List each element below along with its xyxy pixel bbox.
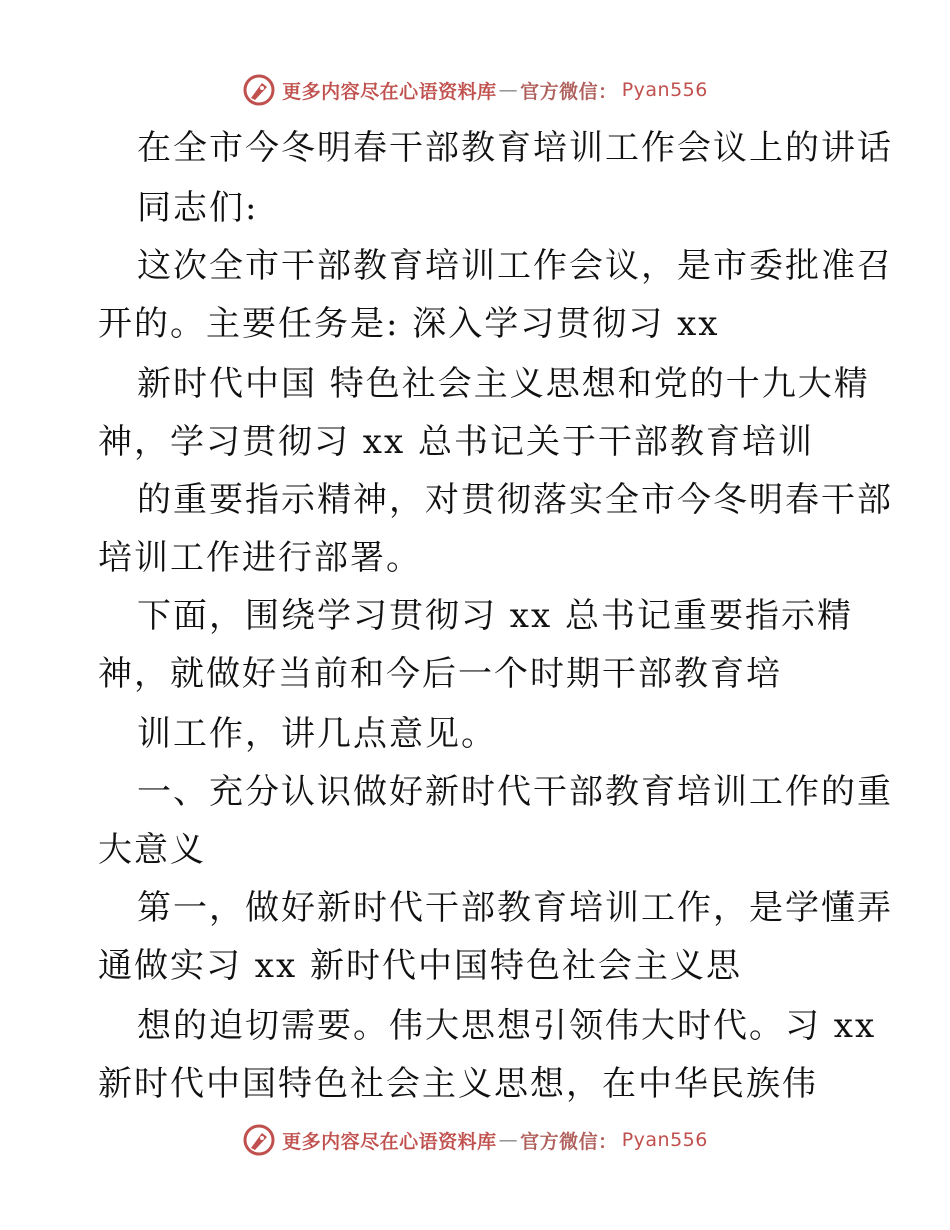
body-line: 的重要指示精神，对贯彻落实全市今冬明春干部: [137, 480, 893, 520]
body-line: 通做实习 xx 新时代中国特色社会主义思: [98, 946, 742, 986]
body-line: 训工作，讲几点意见。: [137, 714, 497, 754]
body-line: 新时代中国 特色社会主义思想和党的十九大精: [137, 364, 870, 404]
watermark-brand: 更多内容尽在心语资料库: [282, 80, 497, 103]
body-line: 这次全市干部教育培训工作会议，是市委批准召: [137, 246, 893, 286]
body-line: 神，学习贯彻习 xx 总书记关于干部教育培训: [98, 422, 814, 462]
watermark-dash: —: [498, 79, 519, 101]
speech-title: 在全市今冬明春干部教育培训工作会议上的讲话: [137, 128, 893, 168]
watermark-label: 官方微信：: [520, 1130, 618, 1153]
watermark-label: 官方微信：: [520, 80, 618, 103]
pen-nib-circle-icon: [242, 73, 276, 107]
pen-nib-circle-icon: [242, 1123, 276, 1157]
body-line: 下面，围绕学习贯彻习 xx 总书记重要指示精: [137, 596, 853, 636]
watermark-wechat-id: Pyan556: [621, 1129, 708, 1151]
body-line: 新时代中国特色社会主义思想，在中华民族伟: [98, 1064, 818, 1104]
section-heading: 大意义: [98, 830, 206, 870]
footer-watermark: [0, 1120, 950, 1160]
header-watermark: [0, 70, 950, 110]
watermark-dash: —: [498, 1129, 519, 1151]
section-heading: 一、充分认识做好新时代干部教育培训工作的重: [137, 772, 893, 812]
watermark-wechat-id: Pyan556: [621, 79, 708, 101]
salutation: 同志们:: [137, 188, 259, 228]
watermark-brand: 更多内容尽在心语资料库: [282, 1130, 497, 1153]
body-line: 神，就做好当前和今后一个时期干部教育培: [98, 654, 782, 694]
body-line: 培训工作进行部署。: [98, 538, 422, 578]
body-line: 第一，做好新时代干部教育培训工作，是学懂弄: [137, 888, 893, 928]
body-line: 想的迫切需要。伟大思想引领伟大时代。习 xx: [137, 1006, 877, 1046]
body-line: 开的。主要任务是: 深入学习贯彻习 xx: [98, 304, 720, 344]
